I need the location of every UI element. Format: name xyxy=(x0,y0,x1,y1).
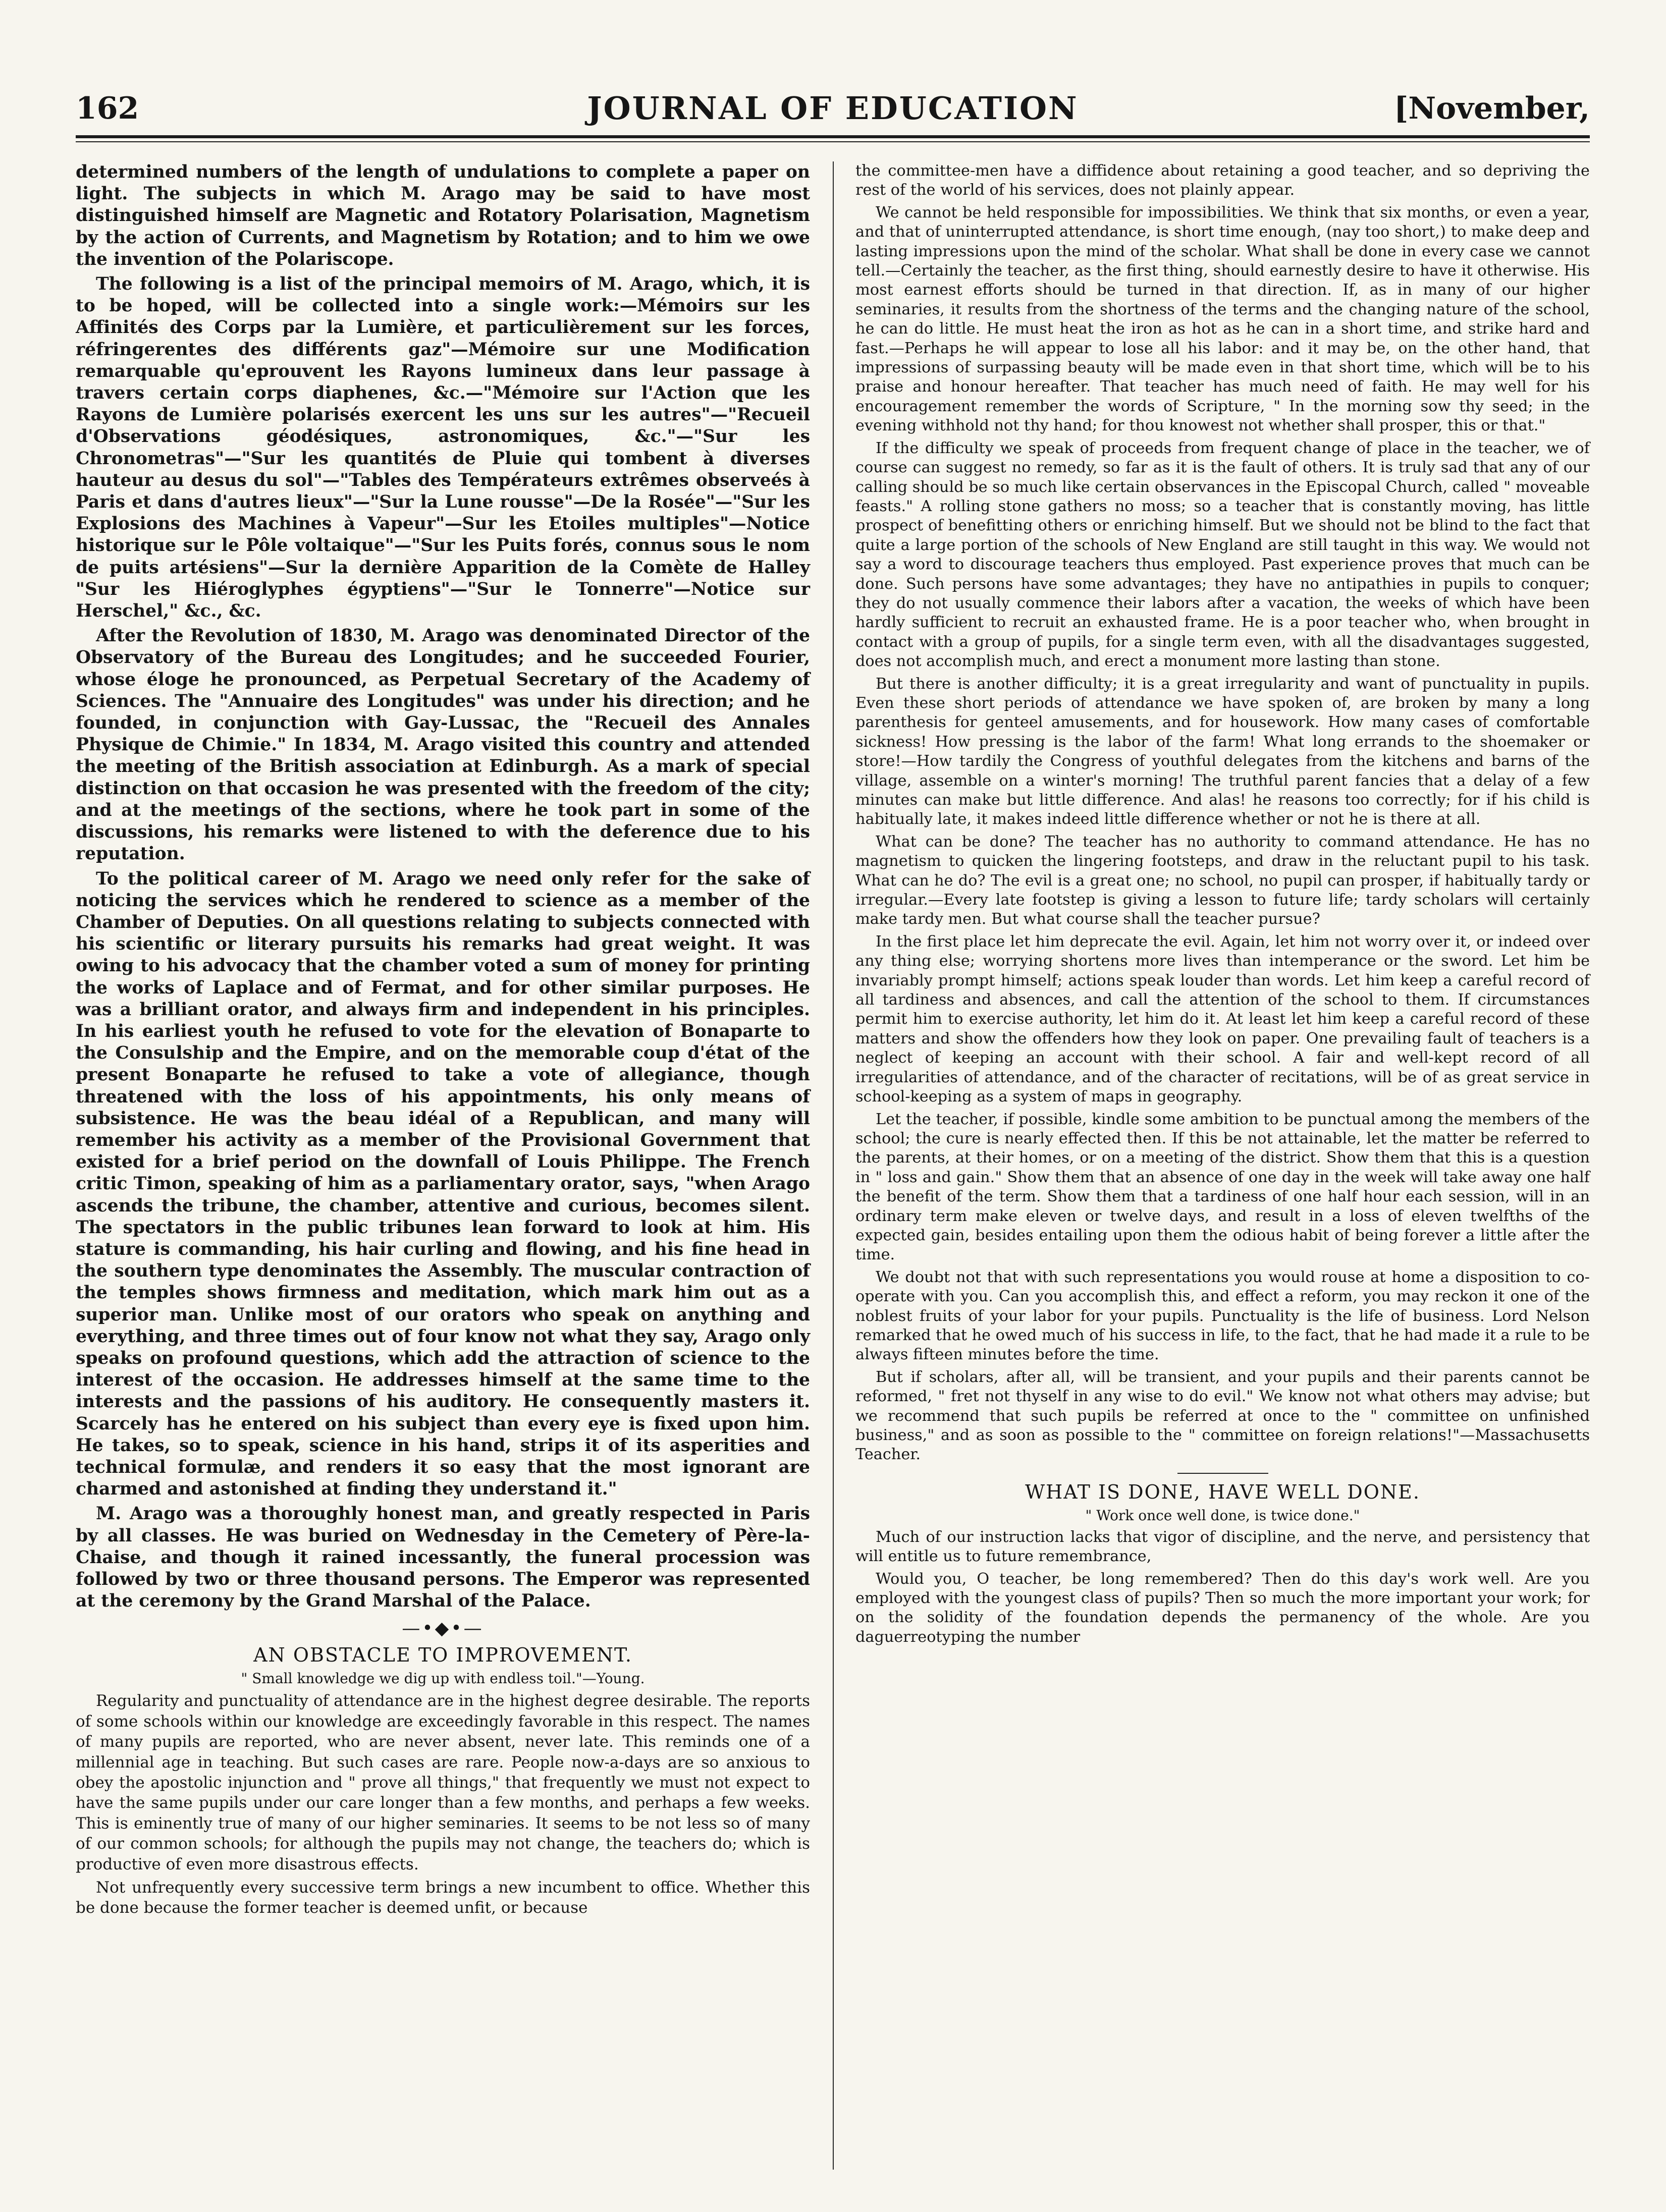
well-done-title: WHAT IS DONE, HAVE WELL DONE. xyxy=(1025,1480,1420,1503)
obstacle-paragraph: If the difficulty we speak of proceeds from frequent change of place in the teacher, we of course can suggest no remedy, so far as it is the fault of others. It is truly sad that any of our calling should be so much like certain observances in the Episcopal Church, called " moveable feasts." A rolling stone gathers no moss; so a teacher that is constantly moving, has little prospect of benefitting others or enriching himself. But we should not be blind to the fact that quite a large portion of the schools of New England are still taught in this way. We would not say a word to discourage teachers thus employed. Past experience proves that much can be done. Such persons have some advantages; they have no antipathies in pupils to conquer; they do not usually commence their labors after a vacation, the weeks of which have been hardly sufficient to recruit an exhausted frame. He is a poor teacher who, when brought in contact with a group of pupils, for a single term even, with all the disadvantages suggested, does not accomplish much, and erect a monument more lasting than stone. xyxy=(855,439,1590,671)
header-month: [November, xyxy=(1393,91,1590,126)
obstacle-paragraph: But if scholars, after all, will be transient, and your pupils and their parents cannot be reformed, " fret not thyself in any wise to do evil." We know not what others may advise; but we recommend that such pupils be referred at once to the " committee on unfinished business," and as soon as possible to the " committee on foreign relations!"—Massachusetts Teacher. xyxy=(855,1368,1590,1464)
journal-title: JOURNAL OF EDUCATION xyxy=(587,90,1079,127)
obstacle-paragraph: the committee-men have a diffidence about retaining a good teacher, and so depriving the rest of the world of his services, does not plainly appear. xyxy=(855,162,1590,199)
obstacle-article xyxy=(76,1644,810,1918)
well-done-epigraph: " Work once well done, is twice done." xyxy=(1085,1507,1360,1524)
obstacle-paragraph: We cannot be held responsible for impossibilities. We think that six months, or even a year, and that of uninterrupted attendance, is short time enough, (nay too short,) to make deep and lasting impressions upon the mind of the scholar. What shall be done in every case we cannot tell.—Certainly the teacher, as the first thing, should earnestly desire to have it otherwise. His most earnest efforts should be turned in that direction. If, as in many of our higher seminaries, it results from the shortness of the terms and the changing nature of the school, he can do little. He must heat the iron as hot as he can in a short time, and strike hard and fast.—Perhaps he will appear to lose all his labor: and it may be, on the other hand, that impressions of surpassing beauty will be made even in that short time, which will be to his praise and honour hereafter. That teacher has much need of faith. He may well for his encouragement remember the words of Scripture, " In the morning sow thy seed; in the evening withhold not thy hand; for thou knowest not whether shall prosper, this or that." xyxy=(855,203,1590,435)
well-done-article xyxy=(855,1481,1590,1647)
obstacle-title: AN OBSTACLE TO IMPROVEMENT. xyxy=(253,1644,632,1667)
obstacle-epigraph: " Small knowledge we dig up with endless toil."—Young. xyxy=(241,1670,645,1687)
page-header xyxy=(76,76,1590,131)
header-rule-thick xyxy=(76,135,1590,138)
arago-paragraph: determined numbers of the length of undulations to complete a paper on light. The subjects in which M. Arago may be said to have most distinguished himself are Magnetic and Rotatory Polarisation, Magnetism by the action of Currents, and Magnetism by Rotation; and to him we owe the invention of the Polariscope. xyxy=(76,162,810,269)
obstacle-paragraph: Not unfrequently every successive term brings a new incumbent to office. Whether this be done because the former teacher is deemed unfit, or because xyxy=(76,1878,810,1917)
obstacle-paragraph: Regularity and punctuality of attendance are in the highest degree desirable. The reports of some schools within our knowledge are exceedingly favorable in this respect. The names of many pupils are reported, who are never absent, never late. This reminds one of a millennial age in teaching. But such cases are rare. People now-a-days are so anxious to obey the apostolic injunction and " prove all things," that frequently we must not expect to have the same pupils under our care longer than a few months, and perhaps a few weeks. This is eminently true of many of our higher seminaries. It seems to be not less so of many of our common schools; for although the pupils may not change, the teachers do; which is productive of even more disastrous effects. xyxy=(76,1692,810,1873)
section-rule xyxy=(1177,1473,1268,1474)
arago-paragraph: The following is a list of the principal memoirs of M. Arago, which, it is to be hoped, will be collected into a single work:—Mémoirs sur les Affinités des Corps par la Lumière, et particulièrement sur les forces, réfringerentes des différents gaz"—Mémoire sur une Modification remarquable qu'eprouvent les Rayons lumineux dans leur passage à travers certain corps diaphenes, &c.—"Mémoire sur l'Action que les Rayons de Lumière polarisés exercent les uns sur les autres"—"Recueil d'Observations géodésiques, astronomiques, &c."—"Sur les Chronometras"—"Sur les quantités de Pluie qui tombent à diverses hauteur au desus du sol"—"Tables des Températeurs extrêmes observeés à Paris et dans d'autres lieux"—"Sur la Lune rousse"—De la Rosée"—"Sur les Explosions des Machines à Vapeur"—Sur les Etoiles multiples"—Notice historique sur le Pôle voltaique"—"Sur les Puits forés, connus sous le nom de puits artésiens"—Sur la dernière Apparition de la Comète de Halley "Sur les Hiéroglyphes égyptiens"—"Sur le Tonnerre"—Notice sur Herschel," &c., &c. xyxy=(76,274,810,622)
journal-page xyxy=(76,76,1590,2185)
arago-paragraph: M. Arago was a thoroughly honest man, and greatly respected in Paris by all classes. He was buried on Wednesday in the Cemetery of Père-la-Chaise, and though it rained incessantly, the funeral procession was followed by two or three thousand persons. The Emperor was represented at the ceremony by the Grand Marshal of the Palace. xyxy=(76,1504,810,1612)
well-done-paragraph: Much of our instruction lacks that vigor of discipline, and the nerve, and persistency that will entitle us to future remembrance, xyxy=(855,1528,1590,1566)
arago-paragraph: After the Revolution of 1830, M. Arago was denominated Director of the Observatory of the Bureau des Longitudes; and he succeeded Fourier, whose éloge he pronounced, as Perpetual Secretary of the Academy of Sciences. The "Annuaire des Longitudes" was under his direction; and he founded, in conjunction with Gay-Lussac, the "Recueil des Annales Physique de Chimie." In 1834, M. Arago visited this country and attended the meeting of the British association at Edinburgh. As a mark of special distinction on that occasion he was presented with the freedom of the city; and at the meetings of the sections, where he took part in some of the discussions, his remarks were listened to with the deference due to his reputation. xyxy=(76,626,810,864)
obstacle-paragraph: In the first place let him deprecate the evil. Again, let him not worry over it, or indeed over any thing else; worrying shortens more lives than intemperance or the sword. Let him be invariably prompt himself; actions speak louder than words. Let him keep a careful record of all tardiness and absences, and call the attention of the school to them. If circumstances permit him to exercise authority, let him do it. At least let him keep a careful record of these matters and show the offenders how they look on paper. One prevailing fault of teachers is a neglect of keeping an account with their school. A fair and well-kept record of all irregularities of attendance, and of the character of recitations, will be of as great service in school-keeping as a system of maps in geography. xyxy=(855,932,1590,1106)
well-done-paragraph: Would you, O teacher, be long remembered? Then do this day's work well. Are you employed with the youngest class of pupils? Then so much the more important your work; for on the solidity of the foundation depends the permanency of the whole. Are you daguerreotyping the number xyxy=(855,1570,1590,1646)
left-column xyxy=(76,161,810,1921)
obstacle-continuation xyxy=(855,161,1590,1465)
right-column xyxy=(855,161,1590,1650)
section-ornament: —•◆•— xyxy=(402,1618,484,1639)
obstacle-paragraph: Let the teacher, if possible, kindle some ambition to be punctual among the members of the school; the cure is nearly effected then. If this be not attainable, let the matter be referred to the parents, at their homes, or on a meeting of the district. Show them that this is a question in " loss and gain." Show them that an absence of one day in the week will take away one half the benefit of the term. Show them that a tardiness of one half hour each session, will in an ordinary term make eleven or twelve days, and result in a loss of eleven twelfths of the expected gain, besides entailing upon them the odious habit of being forever a little after the time. xyxy=(855,1110,1590,1264)
arago-article xyxy=(76,161,810,1612)
arago-paragraph: To the political career of M. Arago we need only refer for the sake of noticing the services which he rendered to science as a member of the Chamber of Deputies. On all questions relating to subjects connected with his scientific or literary pursuits his remarks had great weight. It was owing to his advocacy that the chamber voted a sum of money for printing the works of Laplace and of Fermat, and for other similar purposes. He was a brilliant orator, and always firm and independent in his principles. In his earliest youth he refused to vote for the elevation of Bonaparte to the Consulship and the Empire, and on the memorable coup d'état of the present Bonaparte he refused to take a vote of allegiance, though threatened with the loss of his appointments, his only means of subsistence. He was the beau idéal of a Republican, and many will remember his activity as a member of the Provisional Government that existed for a brief period on the downfall of Louis Philippe. The French critic Timon, speaking of him as a parliamentary orator, says, "when Arago ascends the tribune, the chamber, attentive and curious, becomes silent. The spectators in the public tribunes lean forward to look at him. His stature is commanding, his hair curling and flowing, and his fine head in the southern type denominates the Assembly. The muscular contraction of the temples shows firmness and meditation, which mark him out as a superior man. Unlike most of our orators who speak on anything and everything, and three times out of four know not what they say, Arago only speaks on profound questions, which add the attraction of science to the interest of the occasion. He addresses himself at the same time to the interests and the passions of his auditory. He consequently masters it. Scarcely has he entered on his subject than every eye is fixed upon him. He takes, so to speak, science in his hand, strips it of its asperities and technical formulæ, and renders it so easy that the most ignorant are charmed and astonished at finding they understand it." xyxy=(76,868,810,1500)
obstacle-paragraph: What can be done? The teacher has no authority to command attendance. He has no magnetism to quicken the lingering footsteps, and draw in the reluctant pupil to his task. What can he do? The evil is a great one; no school, no pupil can prosper, if habitually tardy or irregular.—Every late footstep is giving a lesson to future life; tardy scholars will certainly make tardy men. But what course shall the teacher pursue? xyxy=(855,833,1590,928)
column-divider xyxy=(833,161,834,2170)
obstacle-paragraph: But there is another difficulty; it is a great irregularity and want of punctuality in pupils. Even these short periods of attendance we have spoken of, are broken by many a long parenthesis for genteel amusements, and for housework. How many cases of comfortable sickness! How pressing is the labor of the farm! What long errands to the shoemaker or store!—How tardily the Congress of youthful delegates from the kitchens and barns of the village, assemble on a winter's morning! The truthful parent fancies that a delay of a few minutes can make but little difference. And alas! he reasons too correctly; for if his child is habitually late, it makes indeed little difference whether or not he is there at all. xyxy=(855,675,1590,828)
page-number: 162 xyxy=(76,91,139,126)
obstacle-paragraph: We doubt not that with such representations you would rouse at home a disposition to co-operate with you. Can you accomplish this, and effect a reform, you may reckon it one of the noblest fruits of your labor for your pupils. Punctuality is the life of business. Lord Nelson remarked that he owed much of his success in life, to the fact, that he had made it a rule to be always fifteen minutes before the time. xyxy=(855,1268,1590,1364)
header-rule-thin xyxy=(76,141,1590,142)
